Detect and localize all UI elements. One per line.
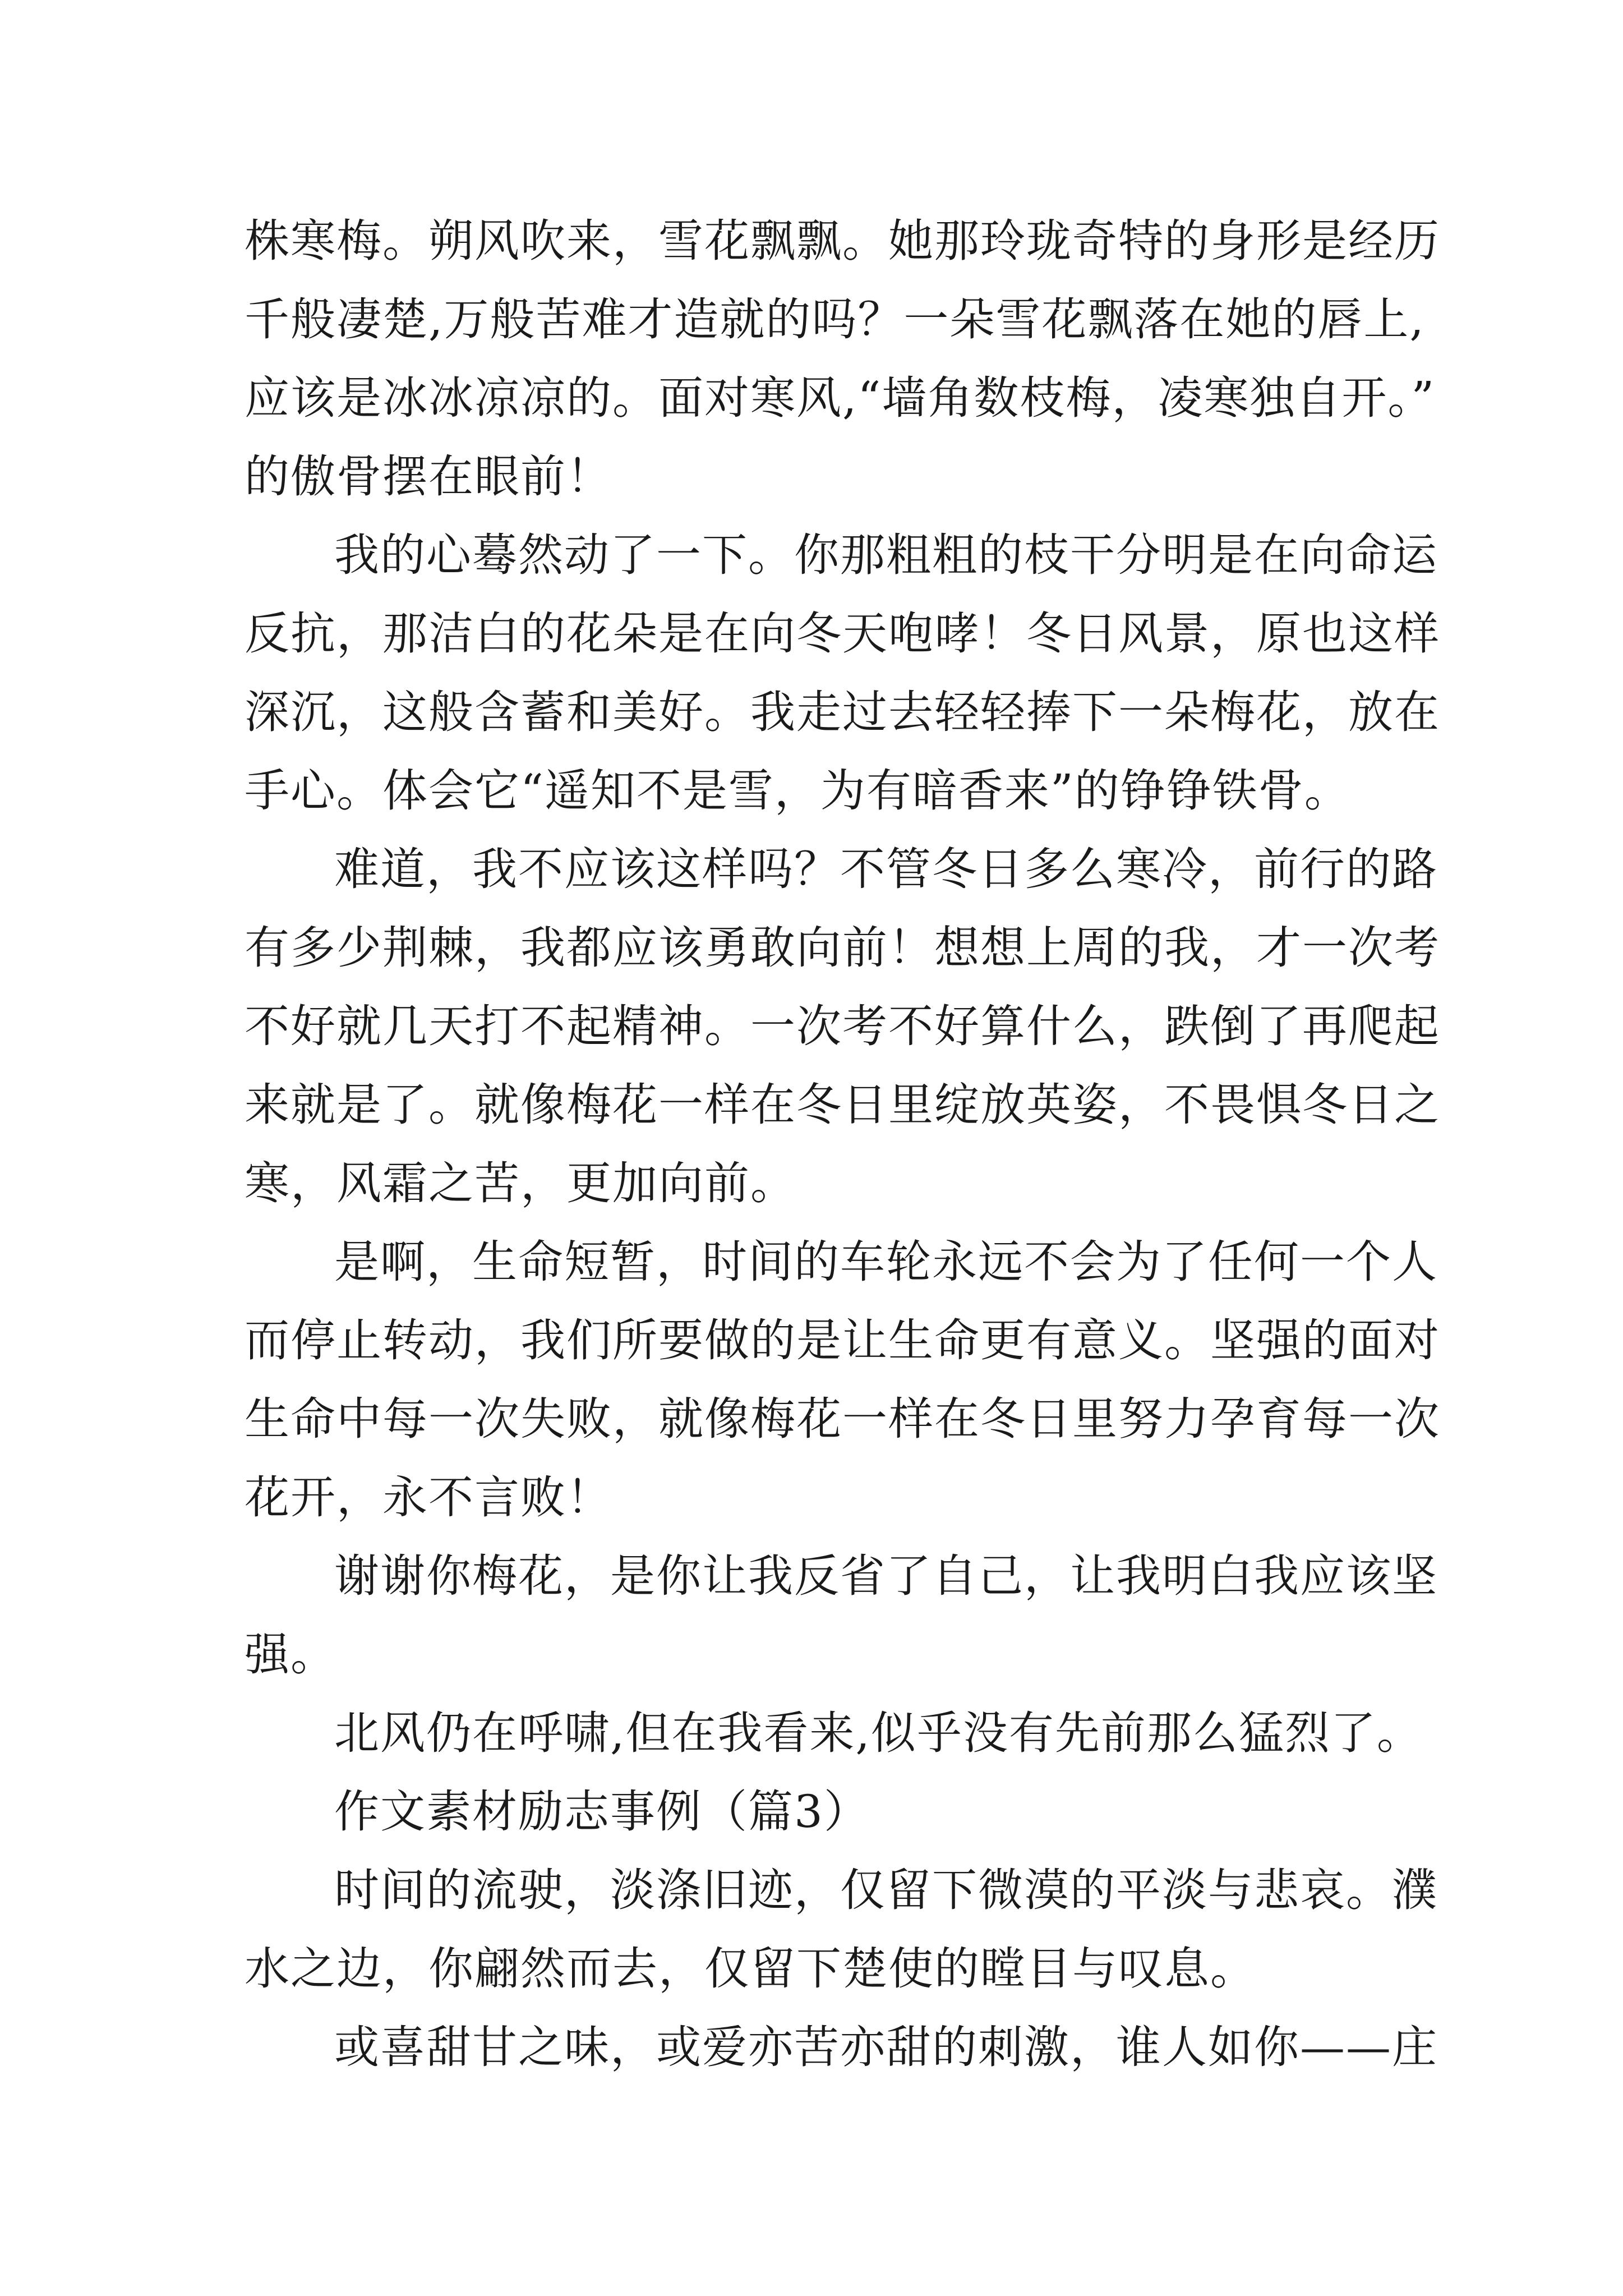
paragraph-first-line: 难道，我不应该这样吗？不管冬日多么寒冷，前行的路 [334, 843, 1438, 895]
text-line: 有多少荆棘，我都应该勇敢向前！想想上周的我，才一次考 [245, 922, 1440, 974]
text-line: 千般凄楚,万般苦难才造就的吗？一朵雪花飘落在她的唇上, [245, 293, 1425, 346]
text-line: 寒，风霜之苦，更加向前。 [245, 1157, 796, 1209]
paragraph-first-line: 或喜甜甘之味，或爱亦苦亦甜的刺激，谁人如你——庄 [334, 2021, 1438, 2073]
text-line: 不好就几天打不起精神。一次考不好算什么，跌倒了再爬起 [245, 1000, 1440, 1052]
text-line: 强。 [245, 1628, 336, 1681]
text-line: 应该是冰冰凉凉的。面对寒风,“墙角数枝梅，凌寒独自开。” [245, 372, 1436, 424]
text-line: 株寒梅。朔风吹来，雪花飘飘。她那玲珑奇特的身形是经历 [245, 215, 1440, 267]
paragraph-first-line: 时间的流驶，淡涤旧迹，仅留下微漠的平淡与悲哀。濮 [334, 1864, 1438, 1916]
paragraph-first-line: 谢谢你梅花，是你让我反省了自己，让我明白我应该坚 [334, 1550, 1438, 1602]
text-line: 的傲骨摆在眼前！ [245, 450, 612, 503]
text-line: 反抗，那洁白的花朵是在向冬天咆哮！冬日风景，原也这样 [245, 608, 1440, 660]
text-line: 水之边，你翩然而去，仅留下楚使的瞠目与叹息。 [245, 1943, 1256, 1995]
text-line: 来就是了。就像梅花一样在冬日里绽放英姿，不畏惧冬日之 [245, 1079, 1440, 1131]
text-line: 生命中每一次失败，就像梅花一样在冬日里努力孕育每一次 [245, 1393, 1440, 1445]
text-line: 而停止转动，我们所要做的是让生命更有意义。坚强的面对 [245, 1314, 1440, 1366]
paragraph-first-line: 我的心蓦然动了一下。你那粗粗的枝干分明是在向命运 [334, 529, 1438, 581]
paragraph-first-line: 北风仍在呼啸,但在我看来,似乎没有先前那么猛烈了。 [334, 1707, 1423, 1759]
paragraph-first-line: 是啊，生命短暂，时间的车轮永远不会为了任何一个人 [334, 1236, 1438, 1288]
text-line: 花开，永不言败！ [245, 1471, 612, 1524]
text-line: 手心。体会它“遥知不是雪，为有暗香来”的铮铮铁骨。 [245, 765, 1350, 817]
text-line: 深沉，这般含蓄和美好。我走过去轻轻捧下一朵梅花，放在 [245, 686, 1440, 738]
section-heading: 作文素材励志事例（篇3） [334, 1786, 870, 1838]
